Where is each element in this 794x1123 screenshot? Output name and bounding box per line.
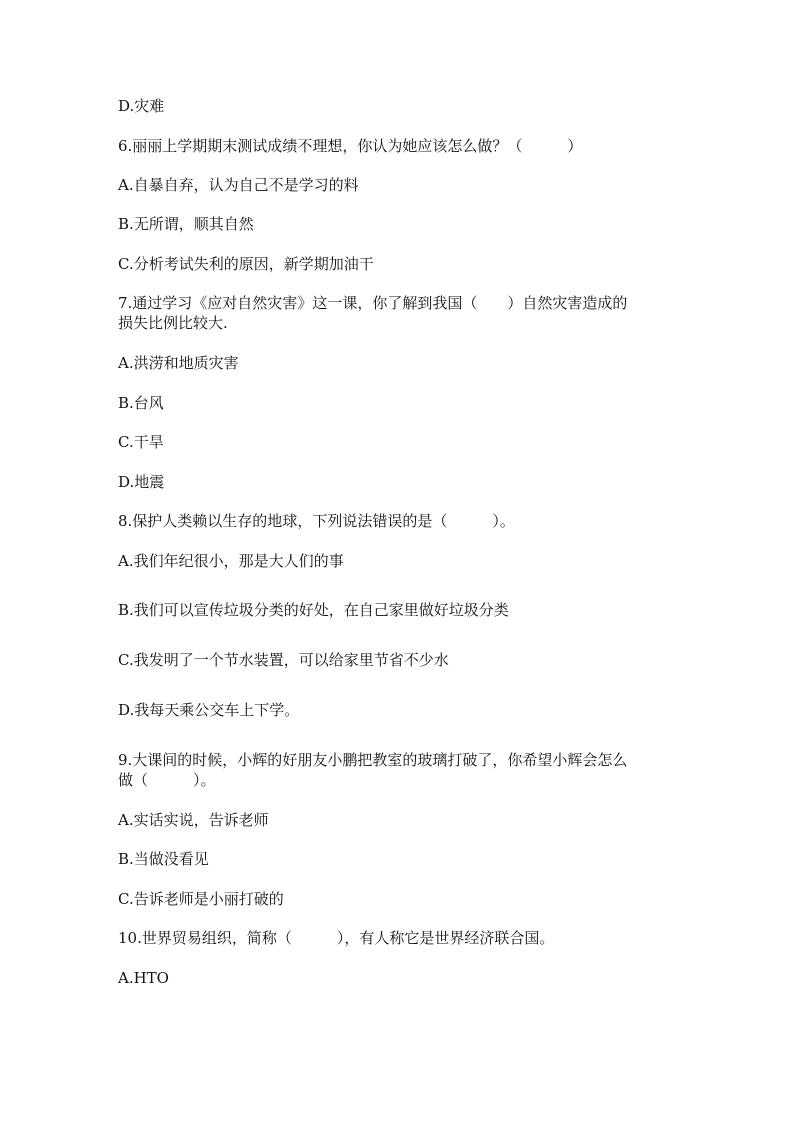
q7-option-a: A.洪涝和地质灾害	[118, 354, 239, 372]
q8-question-stem: 8.保护人类赖以生存的地球，下列说法错误的是（ ）。	[118, 512, 515, 530]
q7-question-stem-line2: 损失比例比较大.	[118, 314, 228, 332]
q9-option-c: C.告诉老师是小丽打破的	[118, 890, 284, 908]
q7-option-c: C.干旱	[118, 433, 164, 451]
q10-option-a: A.HTO	[118, 969, 169, 987]
q6-option-c: C.分析考试失利的原因，新学期加油干	[118, 255, 374, 273]
q7-question-stem-line1: 7.通过学习《应对自然灾害》这一课，你了解到我国（ ）自然灾害造成的	[118, 294, 628, 312]
q9-question-stem-line1: 9.大课间的时候，小辉的好朋友小鹏把教室的玻璃打破了，你希望小辉会怎么	[118, 751, 628, 769]
q5-option-d: D.灾难	[118, 97, 165, 115]
q10-question-stem: 10.世界贸易组织，简称（ ），有人称它是世界经济联合国。	[118, 929, 555, 947]
q6-option-b: B.无所谓，顺其自然	[118, 215, 254, 233]
q8-option-b: B.我们可以宣传垃圾分类的好处，在自己家里做好垃圾分类	[118, 601, 509, 619]
q9-option-b: B.当做没看见	[118, 850, 209, 868]
q9-option-a: A.实话实说，告诉老师	[118, 811, 269, 829]
q6-option-a: A.自暴自弃，认为自己不是学习的料	[118, 176, 359, 194]
q8-option-d: D.我每天乘公交车上下学。	[118, 701, 300, 719]
q6-question-stem: 6.丽丽上学期期末测试成绩不理想，你认为她应该怎么做？（ ）	[118, 137, 583, 155]
q8-option-a: A.我们年纪很小，那是大人们的事	[118, 552, 344, 570]
q7-option-b: B.台风	[118, 394, 164, 412]
q7-option-d: D.地震	[118, 473, 165, 491]
q9-question-stem-line2: 做（ ）。	[118, 771, 216, 789]
q8-option-c: C.我发明了一个节水装置，可以给家里节省不少水	[118, 651, 449, 669]
